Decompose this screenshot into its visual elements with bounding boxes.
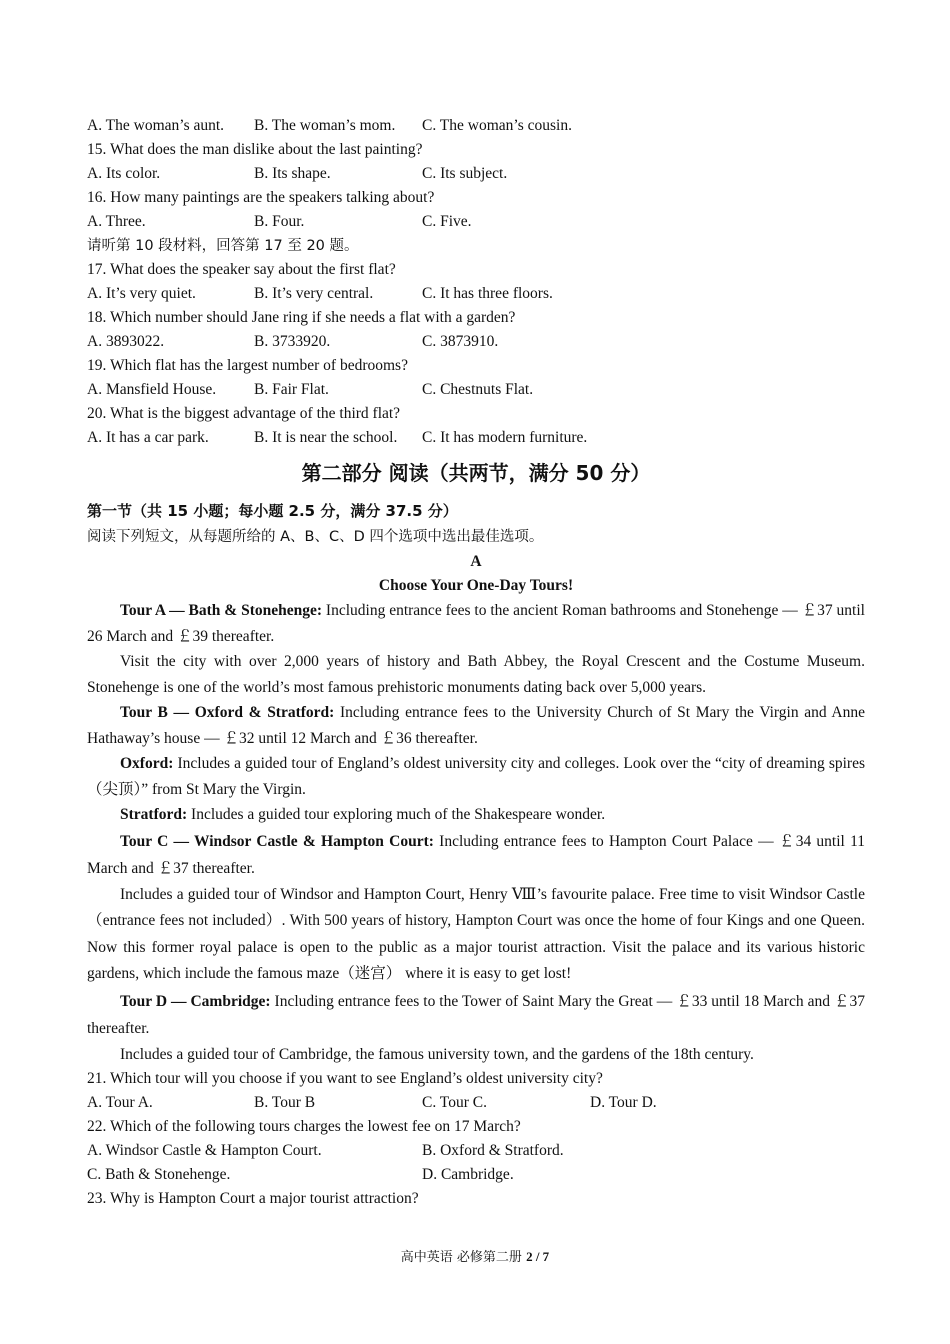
q19-options [87,378,865,402]
tour-c-heading: Tour C — Windsor Castle & Hampton Court: [120,832,434,850]
tour-d-description: Includes a guided tour of Cambridge, the famous university town, and the gardens of the 18th century. [120,1045,754,1063]
question-23: 23. Why is Hampton Court a major tourist attraction? [87,1190,419,1207]
option: A. Its color. [87,165,161,182]
option: B. Oxford & Stratford. [422,1142,564,1159]
option: C. It has modern furniture. [422,429,588,446]
option: A. The woman’s aunt. [87,117,225,134]
q14-options [87,114,865,138]
q22-options-row1 [87,1139,865,1163]
option: A. 3893022. [87,333,165,350]
page-footer [0,1246,950,1265]
tour-a-heading: Tour A — Bath & Stonehenge: [120,602,323,619]
tour-b-text: Including entrance fees to the University Church of St Mary the Virgin and Anne Hathaway’s house — ￡32 until 12 March and ￡36 thereafter. [87,704,866,747]
question-16: 16. How many paintings are the speakers talking about? [87,189,435,206]
option: C. Its subject. [422,165,508,182]
option: B. 3733920. [254,333,331,350]
option: B. Four. [254,213,305,230]
option: B. The woman’s mom. [254,117,396,134]
option: A. Tour A. [87,1094,153,1111]
q18-options [87,330,865,354]
tour-a-paragraph [87,598,865,649]
option: B. Its shape. [254,165,331,182]
option: A. Windsor Castle & Hampton Court. [87,1142,322,1159]
question-18: 18. Which number should Jane ring if she needs a flat with a garden? [87,309,516,326]
q15-options [87,162,865,186]
option: C. 3873910. [422,333,499,350]
passage-letter: A [470,553,482,570]
tour-c-text: Including entrance fees to Hampton Court Palace — ￡34 until 11 March and ￡37 thereafter. [87,832,865,877]
question-15: 15. What does the man dislike about the last painting? [87,141,423,158]
option: B. Tour B [254,1094,316,1111]
q17-options [87,282,865,306]
tour-c-paragraph [87,828,865,882]
question-17: 17. What does the speaker say about the first flat? [87,261,396,278]
section-title: 第一节（共 15 小题；每小题 2.5 分，满分 37.5 分） [87,502,458,520]
q22-options-row2 [87,1163,865,1187]
option: C. Five. [422,213,472,230]
passage-title: Choose Your One-Day Tours! [378,577,574,594]
option: B. It’s very central. [254,285,374,302]
option: C. Tour C. [422,1094,487,1111]
option: C. Bath & Stonehenge. [87,1166,231,1183]
stratford-paragraph [87,802,865,828]
option: C. It has three floors. [422,285,553,302]
page-content [87,114,865,1211]
q20-options [87,426,865,450]
part-title: 第二部分 阅读（共两节，满分 50 分） [301,461,651,485]
reading-instruction: 阅读下列短文，从每题所给的 A、B、C、D 四个选项中选出最佳选项。 [87,529,544,545]
option: C. The woman’s cousin. [422,117,572,134]
tour-b-heading: Tour B — Oxford & Stratford: [120,704,335,721]
page-number: 2 / 7 [526,1249,550,1264]
tour-d-paragraph [87,988,865,1042]
question-19: 19. Which flat has the largest number of bedrooms? [87,357,408,374]
stratford-heading: Stratford: [120,806,188,823]
tour-a-text: Including entrance fees to the ancient Roman bathrooms and Stonehenge — ￡37 until 26 March and ￡39 thereafter. [87,602,865,645]
oxford-paragraph [87,751,865,802]
question-20: 20. What is the biggest advantage of the third flat? [87,405,401,422]
option: B. Fair Flat. [254,381,329,398]
option: A. It’s very quiet. [87,285,196,302]
q16-options [87,210,865,234]
question-21: 21. Which tour will you choose if you want to see England’s oldest university city? [87,1070,603,1087]
option: A. Three. [87,213,146,230]
tour-d-text: Including entrance fees to the Tower of Saint Mary the Great — ￡33 until 18 March and ￡37 thereafter. [87,992,866,1037]
option: C. Chestnuts Flat. [422,381,534,398]
oxford-heading: Oxford: [120,755,174,772]
question-22: 22. Which of the following tours charges the lowest fee on 17 March? [87,1118,521,1135]
option: A. It has a car park. [87,429,209,446]
option: A. Mansfield House. [87,381,217,398]
tour-a-description: Visit the city with over 2,000 years of history and Bath Abbey, the Royal Crescent and the Costume Museum. Stonehenge is one of the world’s most famous prehistoric monuments dating back over 5,000 years. [87,653,865,696]
option: D. Cambridge. [422,1166,514,1183]
oxford-text: Includes a guided tour of England’s oldest university city and colleges. Look over the “city of dreaming spires（尖顶）” from St Mary the Virgin. [87,755,865,798]
tour-b-paragraph [87,700,865,751]
footer-label: 高中英语 必修第二册 [400,1250,527,1265]
stratford-text: Includes a guided tour exploring much of the Shakespeare wonder. [187,806,606,823]
option: B. It is near the school. [254,429,398,446]
q21-options [87,1091,865,1115]
instruction-material-10: 请听第 10 段材料，回答第 17 至 20 题。 [87,238,359,254]
option: D. Tour D. [590,1094,657,1111]
tour-c-description: Includes a guided tour of Windsor and Hampton Court, Henry Ⅷ’s favourite palace. Free time to visit Windsor Castle（entrance fees not included）. With 500 years of history, Hampton Court was once the home of four Kings and one Queen. Now this former royal palace is open to the public as a major tourist attraction. Visit the palace and its various historic gardens, which include the famous maze（迷宫） where it is easy to get lost! [87,885,865,982]
tour-d-heading: Tour D — Cambridge: [120,992,271,1010]
